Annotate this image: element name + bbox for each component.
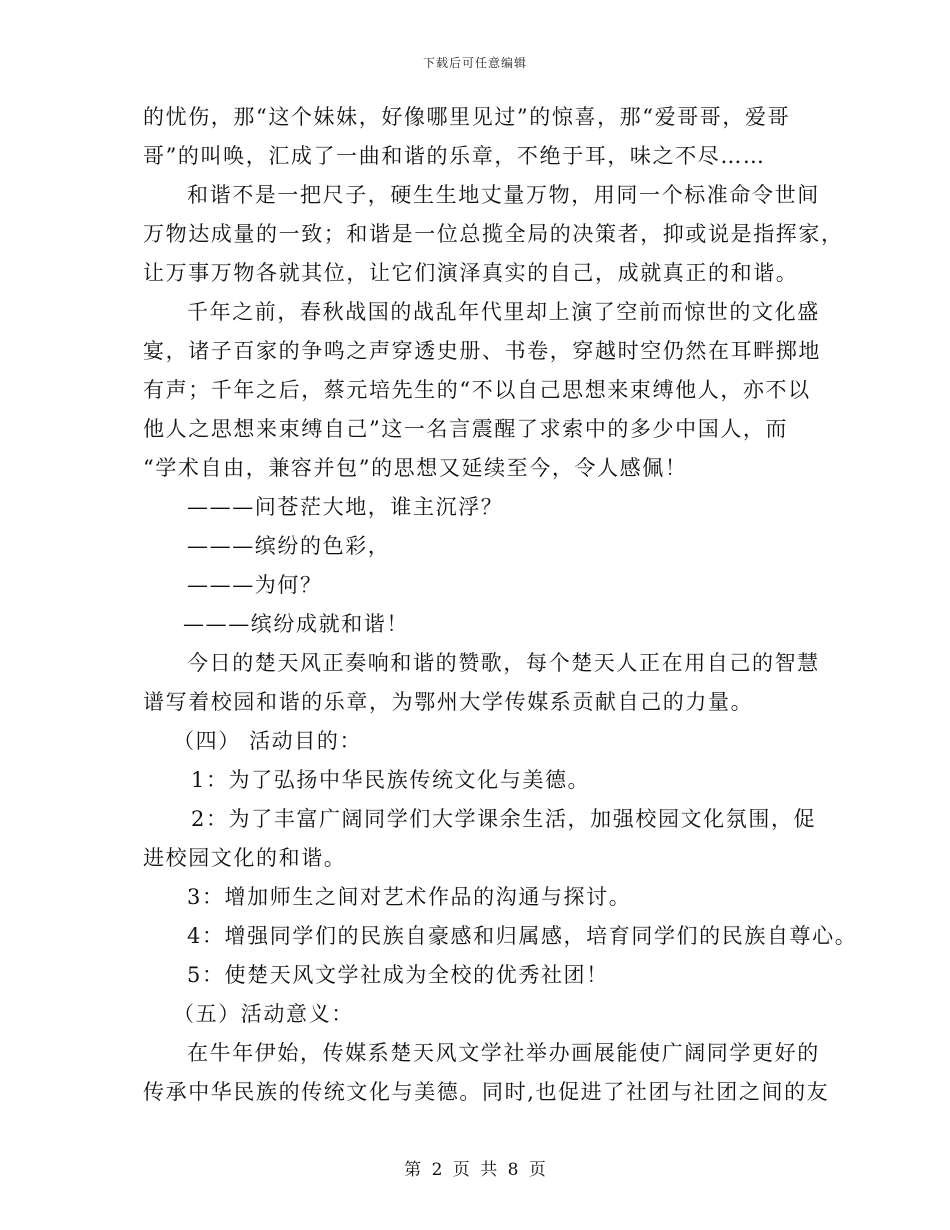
text-line: ———缤纷成就和谐！ [183, 612, 409, 636]
text-line: 进校园文化的和谐。 [143, 846, 347, 870]
text-line: 宴，诸子百家的争鸣之声穿透史册、书卷，穿越时空仍然在耳畔掷地 [143, 339, 821, 363]
text-line: 有声；千年之后，蔡元培先生的“不以自己思想来束缚他人，亦不以 [143, 378, 811, 402]
text-line: （四） 活动目的： [173, 729, 363, 753]
text-line: 1：为了弘扬中华民族传统文化与美德。 [191, 768, 591, 792]
text-line: 的忧伤，那“这个妹妹，好像哪里见过”的惊喜，那“爱哥哥，爱哥 [143, 105, 791, 129]
text-line: 哥”的叫唤，汇成了一曲和谐的乐章，不绝于耳，味之不尽…… [143, 144, 766, 168]
page-footer: 第 2 页 共 8 页 [404, 1160, 546, 1180]
text-line: 3：增加师生之间对艺术作品的沟通与探讨。 [187, 885, 632, 909]
text-line: 2：为了丰富广阔同学们大学课余生活，加强校园文化氛围，促 [191, 807, 817, 831]
text-line: ———为何？ [187, 573, 323, 597]
text-line: 和谐不是一把尺子，硬生生地丈量万物，用同一个标准命令世间 [187, 183, 820, 207]
text-line: ———缤纷的色彩， [187, 534, 391, 558]
text-line: ———问苍茫大地，谁主沉浮？ [187, 495, 504, 519]
text-line: 他人之思想来束缚自己”这一名言震醒了求索中的多少中国人，而 [143, 417, 789, 441]
text-line: “学术自由，兼容并包”的思想又延续至今，令人感佩！ [143, 456, 688, 480]
text-line: 4：增强同学们的民族自豪感和归属感，培育同学们的民族自尊心。 [187, 924, 858, 948]
text-line: 千年之前，春秋战国的战乱年代里却上演了空前而惊世的文化盛 [187, 300, 820, 324]
text-line: （五）活动意义： [173, 1002, 354, 1026]
text-line: 传承中华民族的传统文化与美德。同时,也促进了社团与社团之间的友 [143, 1080, 830, 1104]
text-line: 万物达成量的一致；和谐是一位总揽全局的决策者，抑或说是指挥家， [143, 222, 844, 246]
text-line: 谱写着校园和谐的乐章，为鄂州大学传媒系贡献自己的力量。 [143, 690, 754, 714]
text-line: 5：使楚天风文学社成为全校的优秀社团！ [187, 963, 609, 987]
page-header: 下载后可任意编辑 [422, 56, 527, 70]
text-line: 今日的楚天风正奏响和谐的赞歌，每个楚天人正在用自己的智慧 [187, 651, 820, 675]
text-line: 让万事万物各就其位，让它们演泽真实的自己，成就真正的和谐。 [143, 261, 799, 285]
text-line: 在牛年伊始，传媒系楚天风文学社举办画展能使广阔同学更好的 [187, 1041, 820, 1065]
document-body [143, 98, 858, 1112]
